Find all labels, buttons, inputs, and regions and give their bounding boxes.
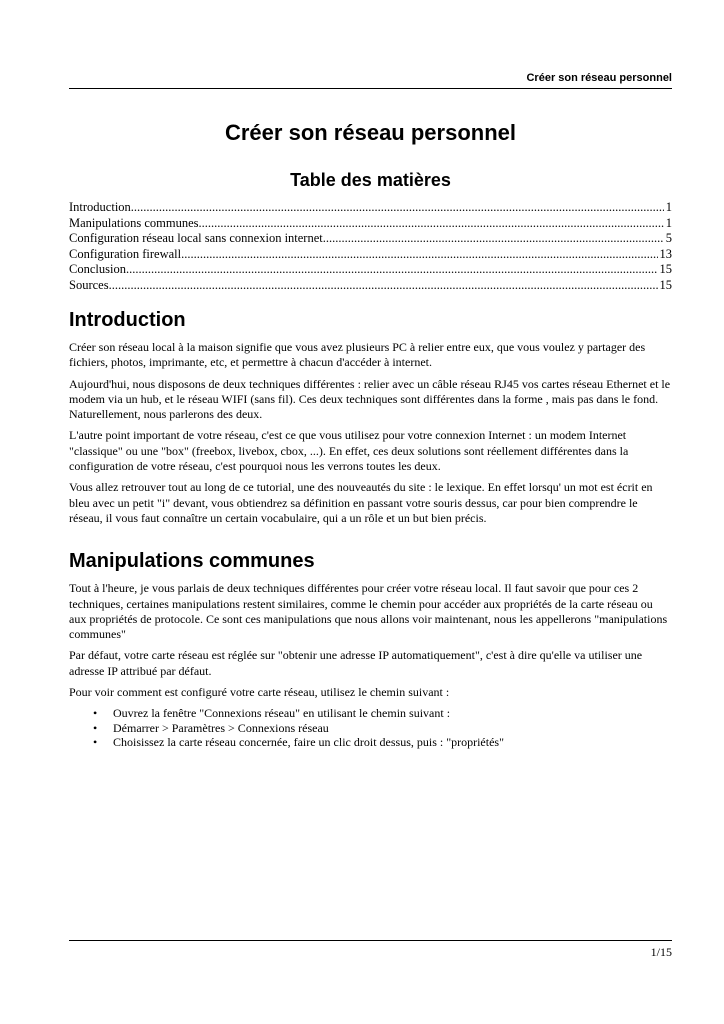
toc-entry-sources[interactable] <box>69 278 672 294</box>
paragraph: Par défaut, votre carte réseau est réglée sur "obtenir une adresse IP automatiquement", c'est à dire qu'elle va utiliser une adresse IP attribué par défaut. <box>69 648 643 678</box>
toc-leader-dots <box>323 231 664 247</box>
list-item: • Ouvrez la fenêtre "Connexions réseau" en utilisant le chemin suivant : <box>113 706 672 721</box>
toc-leader-dots <box>181 247 657 263</box>
toc-leader-dots <box>109 278 658 294</box>
list-item: • Choisissez la carte réseau concernée, faire un clic droit dessus, puis : "propriétés" <box>113 735 672 750</box>
toc-entry-conclusion[interactable] <box>69 262 672 278</box>
page-number: 1/15 <box>650 945 672 959</box>
toc-entry-label: Configuration firewall <box>69 246 182 261</box>
toc-leader-dots <box>126 262 658 278</box>
toc-entry-page: 15 <box>659 277 672 292</box>
running-header-title: Créer son réseau personnel <box>526 72 672 84</box>
toc-entry-page: 5 <box>665 231 672 245</box>
bullet-list <box>69 706 672 750</box>
toc-entry-introduction[interactable] <box>69 200 672 216</box>
toc-entry-label: Sources <box>69 277 109 292</box>
paragraph: L'autre point important de votre réseau, c'est ce que vous utilisez pour votre connexion Internet : un modem Internet "classique" ou une "box" (freebox, livebox, cbox, ...). En effet, ces deux solutions sont réellement différentes dans la configuration de votre réseau, c'est pourquoi nous les verrons toutes les deux. <box>69 428 629 474</box>
toc-entry-label: Introduction <box>69 200 131 214</box>
toc-entry-configuration-firewall[interactable] <box>69 247 672 263</box>
paragraph: Pour voir comment est configuré votre carte réseau, utilisez le chemin suivant : <box>69 685 450 700</box>
paragraph: Aujourd'hui, nous disposons de deux techniques différentes : relier avec un câble réseau RJ45 vos cartes réseau Ethernet et le modem via un hub, et le réseau WIFI (sans fil). Ces deux techniques sont différentes dans la forme , mais pas dans le fond. Naturellement, nous parlerons des deux. <box>69 376 671 422</box>
toc-entry-label: Configuration réseau local sans connexion internet <box>69 231 323 245</box>
section-heading: Manipulations communes <box>69 550 315 573</box>
toc-leader-dots <box>199 216 664 232</box>
toc-entry-page: 1 <box>665 215 672 230</box>
toc-entry-configuration-reseau-local[interactable] <box>69 231 672 247</box>
table-of-contents <box>69 200 672 293</box>
document-title: Créer son réseau personnel <box>224 120 516 145</box>
toc-title: Table des matières <box>290 170 451 190</box>
toc-entry-label: Manipulations communes <box>69 215 199 230</box>
toc-entry-manipulations-communes[interactable] <box>69 216 672 232</box>
section-heading: Introduction <box>69 309 186 331</box>
toc-entry-page: 15 <box>659 262 672 276</box>
paragraph: Tout à l'heure, je vous parlais de deux techniques différentes pour créer votre réseau local. Il faut savoir que pour ces 2 techniques, certaines manipulations restent similaires, comme le chemin pour accéder aux propriétés de la carte réseau ou aux propriétés de protocole. Ce sont ces manipulations que nous allons voir maintenant, nous les appellerons "manipulations communes" <box>69 581 668 642</box>
toc-entry-page: 1 <box>665 200 672 214</box>
section-introduction <box>69 307 672 526</box>
toc-entry-label: Conclusion <box>69 262 126 276</box>
toc-entry-page: 13 <box>659 246 672 261</box>
section-manipulations-communes <box>69 548 672 750</box>
toc-leader-dots <box>131 200 664 216</box>
paragraph: Vous allez retrouver tout au long de ce tutorial, une des nouveautés du site : le lexique. En effet lorsqu' un mot est écrit en bleu avec un petit "i" devant, vous obtiendrez sa définition en passant votre souris dessus, car pour bien comprendre le réseau, il vous faut connaître un certain vocabulaire, qui a un rôle et un but bien précis. <box>69 480 653 525</box>
running-header <box>69 72 672 89</box>
page-content <box>69 118 672 750</box>
list-item: • Démarrer > Paramètres > Connexions réseau <box>113 721 672 736</box>
paragraph: Créer son réseau local à la maison signifie que vous avez plusieurs PC à relier entre eux, que vous voulez y partager des fichiers, photos, imprimante, etc, et permettre à chacun d'accéder à internet. <box>69 340 646 370</box>
footer-rule <box>69 940 672 941</box>
